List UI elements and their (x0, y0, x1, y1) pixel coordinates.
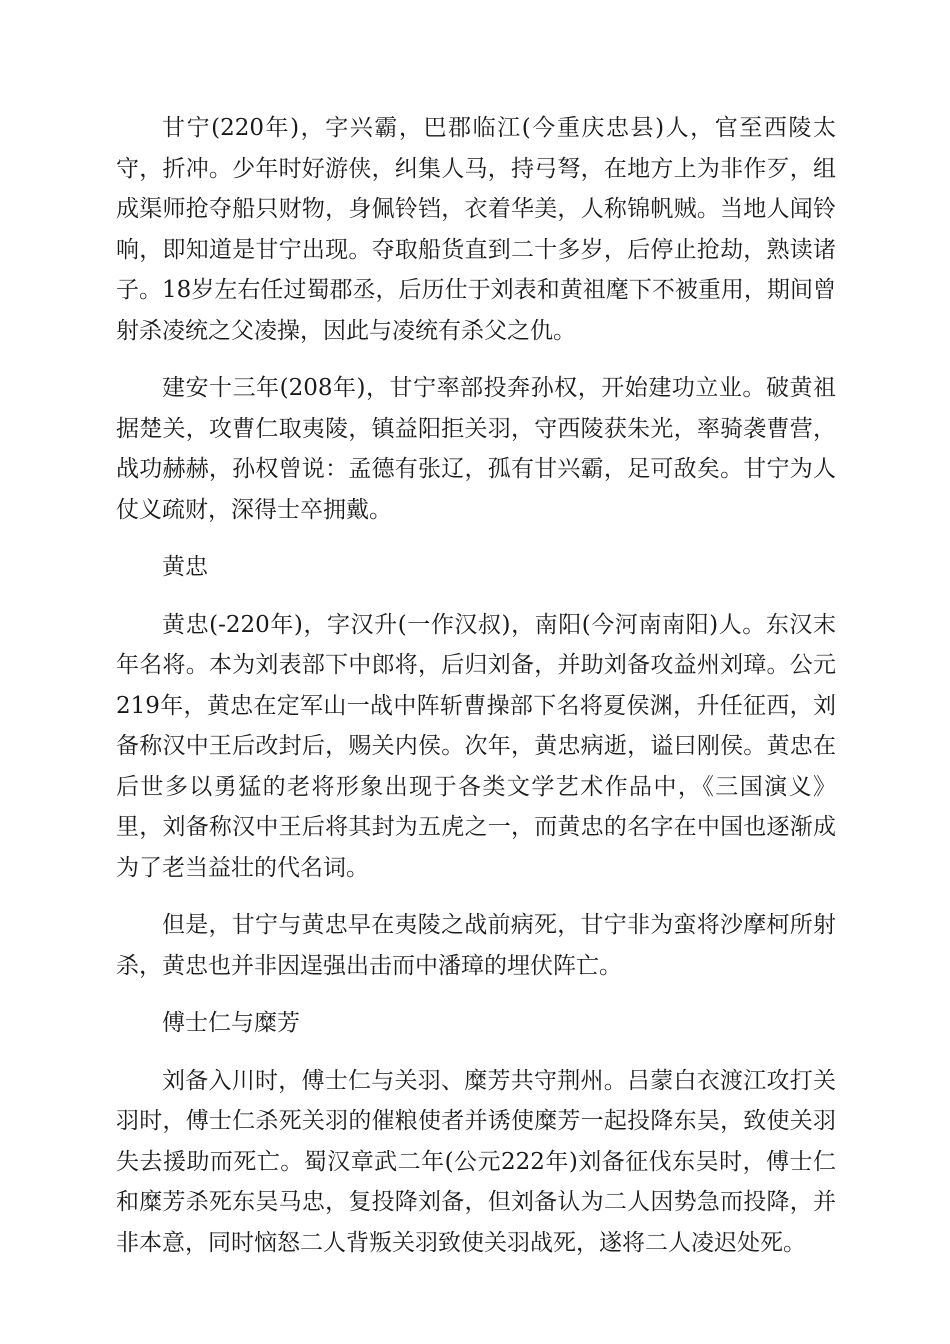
paragraph-gan-ning-career: 建安十三年(208年)，甘宁率部投奔孙权，开始建功立业。破黄祖据楚关，攻曹仁取夷陵，镇益阳拒关羽，守西陵获朱光，率骑袭曹营，战功赫赫，孙权曾说：孟德有张辽，孤有甘兴霸，足可敌矣。甘宁为人仗义疏财，深得士卒拥戴。 (116, 375, 836, 523)
paragraph-historical-note: 但是，甘宁与黄忠早在夷陵之战前病死，甘宁非为蛮将沙摩柯所射杀，黄忠也并非因逞强出击而中潘璋的埋伏阵亡。 (116, 912, 836, 979)
paragraph-fu-shiren-mi-fang: 刘备入川时，傅士仁与关羽、糜芳共守荆州。吕蒙白衣渡江攻打关羽时，傅士仁杀死关羽的催粮使者并诱使糜芳一起投降东吴，致使关羽失去援助而死亡。蜀汉章武二年(公元222年)刘备征伐东吴时，傅士仁和糜芳杀死东吴马忠，复投降刘备，但刘备认为二人因势急而投降，并非本意，同时恼怒二人背叛关羽致使关羽战死，遂将二人凌迟处死。 (116, 1067, 836, 1256)
section-heading-huang-zhong: 黄忠 (162, 554, 208, 580)
paragraph-huang-zhong-bio: 黄忠(-220年)，字汉升(一作汉叔)，南阳(今河南南阳)人。东汉末年名将。本为刘表部下中郎将，后归刘备，并助刘备攻益州刘璋。公元219年，黄忠在定军山一战中阵斩曹操部下名将夏侯渊，升任征西，刘备称汉中王后改封后，赐关内侯。次年，黄忠病逝，谥曰刚侯。黄忠在后世多以勇猛的老将形象出现于各类文学艺术作品中，《三国演义》里，刘备称汉中王后将其封为五虎之一，而黄忠的名字在中国也逐渐成为了老当益壮的代名词。 (116, 611, 836, 881)
document-page (116, 108, 836, 1280)
paragraph-gan-ning-bio: 甘宁(220年)，字兴霸，巴郡临江(今重庆忠县)人，官至西陵太守，折冲。少年时好游侠，纠集人马，持弓弩，在地方上为非作歹，组成渠师抢夺船只财物，身佩铃铛，衣着华美，人称锦帆贼。当地人闻铃响，即知道是甘宁出现。夺取船货直到二十多岁，后停止抢劫，熟读诸子。18岁左右任过蜀郡丞，后历仕于刘表和黄祖麾下不被重用，期间曾射杀凌统之父凌操，因此与凌统有杀父之仇。 (116, 115, 836, 344)
section-heading-fu-shiren-mi-fang: 傅士仁与糜芳 (162, 1010, 300, 1036)
